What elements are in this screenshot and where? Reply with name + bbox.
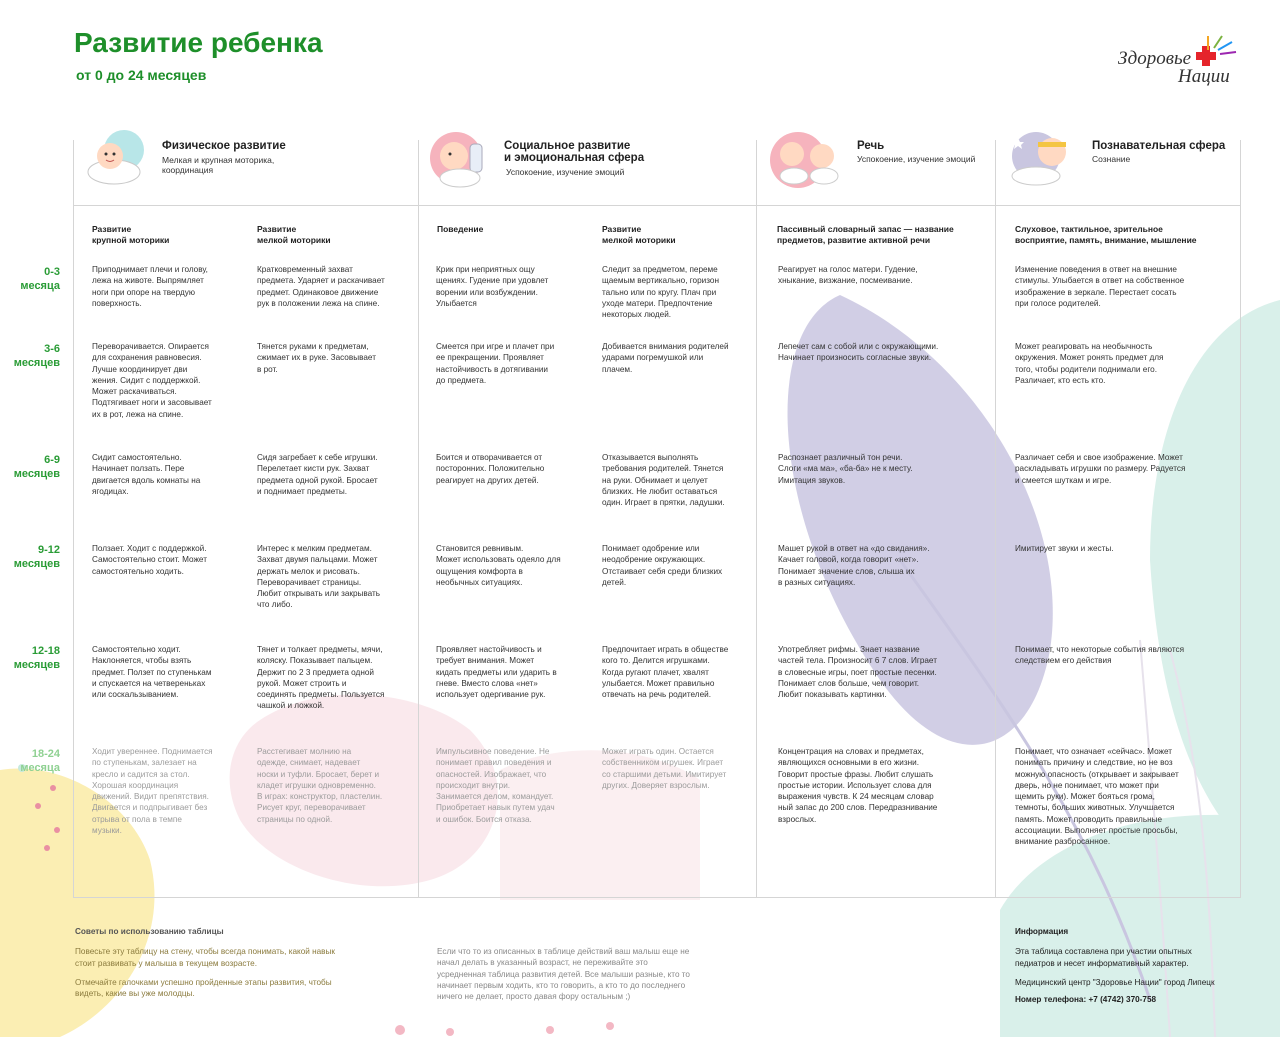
column-header-line: Слуховое, тактильное, зрительное	[1015, 224, 1163, 234]
cell-line: Переворачивается. Опирается	[92, 342, 209, 351]
cell-line: музыки.	[92, 826, 122, 836]
table-cell	[257, 264, 407, 309]
cell-line: дверь, но не понимает, что может при	[1015, 780, 1159, 790]
table-cell	[92, 644, 242, 700]
cell-line: Когда ругают плачет, хвалят	[602, 667, 709, 677]
cell-line: движений. Видит препятствия.	[92, 792, 209, 802]
cell-line: или соскальзыванием.	[92, 690, 179, 700]
cell-line: окружения. Может ронять предмет для	[1015, 353, 1164, 363]
category-desc: Сознание	[1092, 154, 1131, 164]
cell-line: Любит показывать картинки.	[778, 690, 887, 700]
category-social	[426, 128, 746, 198]
baby-crawling-illustration-icon	[84, 128, 158, 192]
cell-line: Начинает ползать. Пере	[92, 464, 185, 474]
cell-line: в разных ситуациях.	[778, 577, 856, 587]
cell-line: Качает головой, когда говорит «нет».	[778, 555, 919, 565]
cell-line: Боится и отворачивается от	[436, 453, 543, 462]
table-cell	[436, 746, 586, 825]
category-title: и эмоциональная сфера	[504, 152, 645, 164]
baby-bottle-illustration-icon	[426, 128, 500, 192]
footer-note-line: начинает первым ходить, кто то говорить, а кто то до последнего	[437, 980, 686, 990]
baby-headband-illustration-icon	[1006, 128, 1086, 192]
table-cell	[257, 341, 407, 375]
category-title: Познавательная сфера	[1092, 140, 1226, 152]
cell-line: детей.	[602, 577, 627, 587]
footer-tip-1-line: Повесьте эту таблицу на стену, чтобы всегда понимать, какой навык	[75, 947, 335, 957]
table-cell	[778, 644, 973, 700]
table-cell	[92, 341, 242, 420]
cell-line: близких. Не любит оставаться	[602, 486, 718, 496]
age-range: 0-3	[44, 266, 60, 278]
cell-line: предмета одной рукой. Бросает	[257, 475, 378, 485]
cell-line: носки и туфли. Бросает, берет и	[257, 769, 380, 779]
cell-line: щениях. Гудение при удовлет	[436, 276, 549, 286]
column-header-line: восприятие, память, внимание, мышление	[1015, 235, 1197, 245]
cell-line: тально или по кругу. Плач при	[602, 287, 717, 297]
cell-line: Лепечет сам с собой или с окружающими.	[778, 342, 939, 351]
cell-line: и спускается на четвереньках	[92, 678, 206, 688]
cell-line: посторонних. Положительно	[436, 464, 545, 474]
cell-line: Захват двумя пальцами. Может	[257, 555, 378, 565]
cell-line: Реагирует на голос матери. Гудение,	[778, 265, 918, 274]
category-cognitive	[1006, 128, 1236, 198]
table-cell	[602, 341, 752, 375]
cell-line: взрослых.	[778, 814, 817, 824]
cell-line: внимание разбросанное.	[1015, 837, 1111, 847]
cell-line: Понимает одобрение или	[602, 544, 700, 553]
cell-line: Различает себя и свое изображение. Может	[1015, 453, 1183, 462]
cell-line: Проявляет настойчивость и	[436, 645, 542, 654]
category-title: Речь	[857, 140, 885, 152]
table-cell	[778, 543, 973, 588]
cell-line: Говорит простые фразы. Любит слушать	[778, 769, 934, 779]
age-unit: месяца	[20, 762, 60, 774]
table-cell	[602, 264, 752, 320]
table-cell	[92, 264, 242, 309]
cell-line: Самостоятельно ходит.	[92, 645, 181, 654]
dot	[606, 1022, 614, 1030]
cell-line: по ступенькам, залезает на	[92, 758, 197, 768]
footer-note-line: Если что то из описанных в таблице действий ваш малыш еще не	[437, 947, 690, 956]
page-subtitle: от 0 до 24 месяцев	[76, 67, 207, 83]
cell-line: и смеется шуткам и игре.	[1015, 475, 1112, 485]
cell-line: реагирует на других детей.	[436, 475, 539, 485]
footer-tips-title: Советы по использованию таблицы	[75, 927, 224, 936]
cell-line: со старшими детьми. Имитирует	[602, 769, 727, 779]
logo-sun-icon	[1204, 30, 1244, 60]
footer-note-line: ничего не делает, просто давая фору остальным ;)	[437, 992, 631, 1002]
cell-line: держать мелок и рисовать.	[257, 566, 360, 576]
age-label	[0, 747, 60, 775]
column-header-line: Пассивный словарный запас — название	[777, 224, 954, 234]
footer-phone: Номер телефона: +7 (4742) 370-758	[1015, 995, 1157, 1005]
cell-line: Расстегивает молнию на	[257, 747, 352, 756]
cell-line: следствием его действия	[1015, 656, 1112, 666]
cell-line: Занимается делом, командует.	[436, 792, 554, 802]
cell-line: Улыбается	[436, 298, 477, 308]
cell-line: Любит открывать или закрывать	[257, 589, 381, 599]
cell-line: выражения чувств. К 24 месяцам словар	[778, 792, 934, 802]
age-unit: месяцев	[13, 357, 60, 369]
cell-line: Концентрация на словах и предметах,	[778, 747, 924, 756]
footer-info-line: Эта таблица составлена при участии опытных	[1015, 947, 1192, 957]
cell-line: других. Доверяет взрослым.	[602, 780, 710, 790]
cell-line: плачем.	[602, 364, 633, 374]
cell-line: Самостоятельно стоит. Может	[92, 555, 207, 565]
cell-line: в словесные игры, поет простые песенки.	[778, 667, 937, 677]
bottom-rule	[73, 897, 1241, 898]
cell-line: Следит за предметом, переме	[602, 265, 718, 274]
table-cell	[92, 543, 242, 577]
age-unit: месяцев	[13, 659, 60, 671]
cell-line: предмет. Ползет по ступенькам	[92, 667, 212, 677]
cell-line: в рот.	[257, 364, 278, 374]
footer-note	[437, 946, 737, 1002]
cell-line: жения. Сидит с поддержкой.	[92, 375, 201, 385]
cell-line: страницы по одной.	[257, 814, 333, 824]
logo-text-line2: Нации	[1178, 66, 1230, 87]
cell-line: происходит внутри.	[436, 780, 511, 790]
dot	[44, 845, 50, 851]
cell-line: хныкание, визжание, посмеивание.	[778, 276, 913, 286]
category-title: Социальное развитие	[504, 140, 631, 152]
cell-line: Имитация звуков.	[778, 475, 846, 485]
cell-line: того, чтобы родители поднимали его.	[1015, 364, 1157, 374]
cell-line: Различает, кто есть кто.	[1015, 375, 1106, 385]
column-header-behavior	[437, 224, 483, 235]
cell-line: сжимает их в руке. Засовывает	[257, 353, 376, 363]
footer-tip-2-line: видеть, какие вы уже молодцы.	[75, 989, 195, 999]
cell-line: Может раскачиваться.	[92, 387, 177, 397]
left-rule	[73, 140, 74, 897]
cell-line: Приподнимает плечи и голову,	[92, 265, 208, 274]
cell-line: и поднимает предметы.	[257, 486, 347, 496]
age-range: 3-6	[44, 343, 60, 355]
cell-line: чашкой и ложкой.	[257, 701, 325, 711]
age-unit: месяца	[20, 280, 60, 292]
cell-line: неодобрение окружающих.	[602, 555, 706, 565]
cell-line: один. Играет в прятки, ладушки.	[602, 498, 725, 508]
table-cell	[602, 543, 752, 588]
cell-line: Тянет и толкает предметы, мячи,	[257, 645, 383, 654]
cell-line: Кратковременный захват	[257, 265, 353, 274]
table-cell	[778, 746, 973, 825]
cell-line: Распознает различный тон речи.	[778, 453, 903, 462]
cell-line: Держит по 2 3 предмета одной	[257, 667, 374, 677]
cell-line: ассоциации. Выполняет простые просьбы,	[1015, 826, 1178, 836]
age-label	[0, 453, 60, 481]
cell-line: ноги при опоре на твердую	[92, 287, 195, 297]
cell-line: ворении или возбуждении.	[436, 287, 538, 297]
column-header-line: Поведение	[437, 224, 484, 234]
dot	[35, 803, 41, 809]
cell-line: понимать причину и следствие, но не воз	[1015, 758, 1173, 768]
cell-line: Импульсивное поведение. Не	[436, 747, 550, 756]
cell-line: ощущения комфорта в	[436, 566, 523, 576]
column-header-vocabulary	[777, 224, 954, 246]
age-label	[0, 265, 60, 293]
column-header-perception	[1015, 224, 1197, 246]
age-range: 18-24	[31, 748, 60, 760]
table-cell	[436, 264, 586, 309]
age-range: 6-9	[44, 454, 60, 466]
footer-note-line: начал делать в указанный возраст, не переживайте это	[437, 958, 648, 968]
age-label	[0, 543, 60, 571]
cell-line: Изменение поведения в ответ на внешние	[1015, 265, 1177, 274]
cell-line: Имитирует звуки и жесты.	[1015, 544, 1114, 553]
table-cell	[1015, 452, 1220, 486]
table-cell	[436, 452, 586, 486]
cell-line: простые истории. Использует слова для	[778, 780, 932, 790]
category-physical	[84, 128, 404, 198]
cell-line: предмет. Одинаковое движение	[257, 287, 379, 297]
cell-line: Тянется руками к предметам,	[257, 342, 369, 351]
category-desc: координация	[162, 165, 214, 175]
table-cell	[778, 264, 973, 287]
cell-line: рукой. Может строить и	[257, 678, 347, 688]
cell-line: при голосе родителей.	[1015, 298, 1101, 308]
cell-line: ее прекращении. Проявляет	[436, 353, 544, 363]
column-header-line: Развитие	[92, 224, 132, 234]
table-cell	[1015, 746, 1220, 848]
cell-line: раскладывать игрушки по размеру. Радуется	[1015, 464, 1186, 474]
cell-line: собственником игрушек. Играет	[602, 758, 724, 768]
column-header-fine-motor-2	[602, 224, 676, 246]
age-range: 9-12	[37, 544, 60, 556]
age-label	[0, 342, 60, 370]
column-header-line: предметов, развитие активной речи	[777, 235, 931, 245]
right-rule	[1240, 140, 1241, 897]
table-cell	[92, 746, 242, 836]
column-header-line: крупной моторики	[92, 235, 170, 245]
cell-line: двигается вдоль комнаты на	[92, 475, 201, 485]
cell-line: Машет рукой в ответ на «до свидания».	[778, 544, 930, 553]
cell-line: темноты, больших животных. Улучшается	[1015, 803, 1175, 813]
table-cell	[778, 341, 973, 364]
table-cell	[257, 452, 407, 497]
cell-line: понимает правил поведения и	[436, 758, 552, 768]
column-header-line: мелкой моторики	[602, 235, 676, 245]
category-speech	[766, 128, 991, 198]
footer-note-line: усредненная таблица развития детей. Все малыши разные, кто то	[437, 969, 690, 979]
top-rule	[73, 205, 1241, 206]
cell-line: щаемым вертикально, горизон	[602, 276, 719, 286]
cell-line: Отстаивает себя среди близких	[602, 566, 723, 576]
footer-tips	[75, 926, 385, 999]
dot	[446, 1028, 454, 1036]
dot	[546, 1026, 554, 1034]
cell-line: уходе матери. Предпочтение	[602, 298, 713, 308]
cell-line: требует внимания. Может	[436, 656, 535, 666]
category-desc: Мелкая и крупная моторика,	[162, 155, 275, 165]
category-title: Физическое развитие	[162, 140, 286, 152]
cell-line: кидать предметы или ударить в	[436, 667, 557, 677]
cell-line: улыбается. Может правильно	[602, 678, 715, 688]
cell-line: Приобретает навык путем удач	[436, 803, 555, 813]
footer-tip-2-line: Отмечайте галочками успешно пройденные этапы развития, чтобы	[75, 977, 332, 987]
table-cell	[602, 452, 752, 508]
two-babies-illustration-icon	[766, 128, 856, 192]
cell-line: опасностей. Изображает, что	[436, 769, 547, 779]
cell-line: Отказывается выполнять	[602, 453, 699, 462]
cell-line: отрыва от пола в темпе	[92, 814, 182, 824]
cell-line: Понимает значение слов, слыша их	[778, 566, 915, 576]
dot	[395, 1025, 405, 1035]
cell-line: щемить руки). Может бояться грома,	[1015, 792, 1155, 802]
age-unit: месяцев	[13, 558, 60, 570]
cell-line: использует одергивание рук.	[436, 690, 546, 700]
table-cell	[436, 543, 586, 588]
cell-line: ный запас до 200 слов. Передразнивание	[778, 803, 938, 813]
cell-line: одежде, снимает, надевает	[257, 758, 361, 768]
category-desc: Успокоение, изучение эмоций	[857, 154, 976, 164]
table-cell	[257, 746, 407, 825]
cell-line: Смеется при игре и плачет при	[436, 342, 555, 351]
cell-line: Подтягивает ноги и засовывает	[92, 398, 212, 408]
age-unit: месяцев	[13, 468, 60, 480]
cell-line: являющихся основными в его жизни.	[778, 758, 920, 768]
cell-line: рук в положении лежа на спине.	[257, 298, 380, 308]
age-label	[0, 644, 60, 672]
column-header-line: Развитие	[602, 224, 642, 234]
table-cell	[778, 452, 973, 486]
cell-line: гневе. Вместо слова «нет»	[436, 678, 538, 688]
cell-line: изображение в зеркале. Перестает сосать	[1015, 287, 1177, 297]
cell-line: Лучше координирует дви	[92, 364, 188, 374]
cell-line: для сохранения равновесия.	[92, 353, 202, 363]
cell-line: Предпочитает играть в обществе	[602, 645, 729, 654]
page-title: Развитие ребенка	[74, 27, 323, 58]
table-cell	[1015, 644, 1220, 667]
cell-line: коляску. Показывает пальцем.	[257, 656, 373, 666]
cell-line: поверхность.	[92, 298, 142, 308]
table-cell	[1015, 264, 1220, 309]
cell-line: Понимает слов больше, чем говорит.	[778, 678, 920, 688]
table-cell	[257, 644, 407, 712]
table-cell	[92, 452, 242, 497]
cell-line: Понимает, что означает «сейчас». Может	[1015, 747, 1173, 756]
cell-line: частей тела. Произносит 6 7 слов. Играет	[778, 656, 937, 666]
cell-line: кого то. Делится игрушками.	[602, 656, 710, 666]
category-desc: Успокоение, изучение эмоций	[506, 167, 625, 177]
cell-line: Рисует круг, переворачивает	[257, 803, 366, 813]
cell-line: Крик при неприятных ощу	[436, 265, 535, 274]
column-header-gross-motor	[92, 224, 169, 246]
cell-line: Может играть один. Остается	[602, 747, 714, 756]
table-cell	[1015, 341, 1220, 386]
cell-line: Понимает, что некоторые события являются	[1015, 645, 1185, 654]
cell-line: ягодицах.	[92, 486, 129, 496]
dot	[54, 827, 60, 833]
cell-line: Двигается и подпрыгивает без	[92, 803, 208, 813]
divider-2	[756, 140, 757, 897]
table-cell	[602, 644, 752, 700]
cell-line: Интерес к мелким предметам.	[257, 544, 372, 553]
cell-line: Добивается внимания родителей	[602, 342, 729, 351]
column-header-line: мелкой моторики	[257, 235, 331, 245]
cell-line: предмета. Ударяет и раскачивает	[257, 276, 385, 286]
table-cell	[436, 644, 586, 700]
cell-line: на руки. Обнимает и целует	[602, 475, 708, 485]
cell-line: кладет игрушки одновременно.	[257, 780, 376, 790]
table-cell	[257, 543, 407, 611]
cell-line: можную опасность (открывает и закрывает	[1015, 769, 1179, 779]
table-cell	[436, 341, 586, 386]
cell-line: Сидя загребает к себе игрушки.	[257, 453, 378, 462]
footer-tip-1-line: стоит развивать у малыша в текущем возрасте.	[75, 958, 257, 968]
cell-line: Ползает. Ходит с поддержкой.	[92, 544, 207, 553]
cell-line: Наклоняется, чтобы взять	[92, 656, 192, 666]
cell-line: Ходит увереннее. Поднимается	[92, 747, 213, 756]
divider-3	[995, 140, 996, 897]
cell-line: память. Может проводить правильные	[1015, 814, 1163, 824]
cell-line: Может использовать одеяло для	[436, 555, 561, 565]
cell-line: Переворачивает страницы.	[257, 577, 362, 587]
cell-line: стимулы. Улыбается в ответ на собственное	[1015, 276, 1185, 286]
age-range: 12-18	[31, 645, 60, 657]
divider-1	[418, 140, 419, 897]
footer-info	[1015, 926, 1275, 1005]
cell-line: их в рот, лежа на спине.	[92, 409, 184, 419]
cell-line: кресло и садится за стол.	[92, 769, 190, 779]
footer-info-title: Информация	[1015, 927, 1069, 936]
cell-line: Слоги «ма ма», «ба-ба» не к месту.	[778, 464, 913, 474]
cell-line: Употребляет рифмы. Знает название	[778, 645, 920, 654]
cell-line: отвечать на речь родителей.	[602, 690, 711, 700]
table-cell	[1015, 543, 1220, 554]
cell-line: Сидит самостоятельно.	[92, 453, 182, 462]
cell-line: Начинает произносить согласные звуки.	[778, 353, 932, 363]
logo	[1112, 30, 1242, 90]
cell-line: В играх: конструктор, пластелин.	[257, 792, 383, 802]
cell-line: до предмета.	[436, 375, 487, 385]
column-header-line: Развитие	[257, 224, 297, 234]
cell-line: Становится ревнивым.	[436, 544, 524, 553]
cell-line: некоторых людей.	[602, 310, 672, 320]
cell-line: настойчивость в дотягивании	[436, 364, 548, 374]
cell-line: соединять предметы. Пользуется	[257, 690, 385, 700]
cell-line: ударами погремушкой или	[602, 353, 704, 363]
cell-line: и ошибок. Боится отказа.	[436, 814, 532, 824]
cell-line: Хорошая координация	[92, 780, 179, 790]
column-header-fine-motor	[257, 224, 331, 246]
cell-line: самостоятельно ходить.	[92, 566, 184, 576]
cell-line: лежа на животе. Выпрямляет	[92, 276, 204, 286]
cell-line: требования родителей. Тянется	[602, 464, 724, 474]
dot	[50, 785, 56, 791]
cell-line: что либо.	[257, 600, 293, 610]
logo-text-line1: Здоровье	[1118, 48, 1192, 69]
cell-line: Перелетает кисти рук. Захват	[257, 464, 370, 474]
footer-center-name: Медицинский центр "Здоровье Нации" город Липецк	[1015, 977, 1215, 987]
footer-info-line: педиатров и несет информативный характер.	[1015, 958, 1189, 968]
table-cell	[602, 746, 752, 791]
cell-line: Может реагировать на необычность	[1015, 342, 1153, 351]
cell-line: необычных ситуациях.	[436, 577, 523, 587]
